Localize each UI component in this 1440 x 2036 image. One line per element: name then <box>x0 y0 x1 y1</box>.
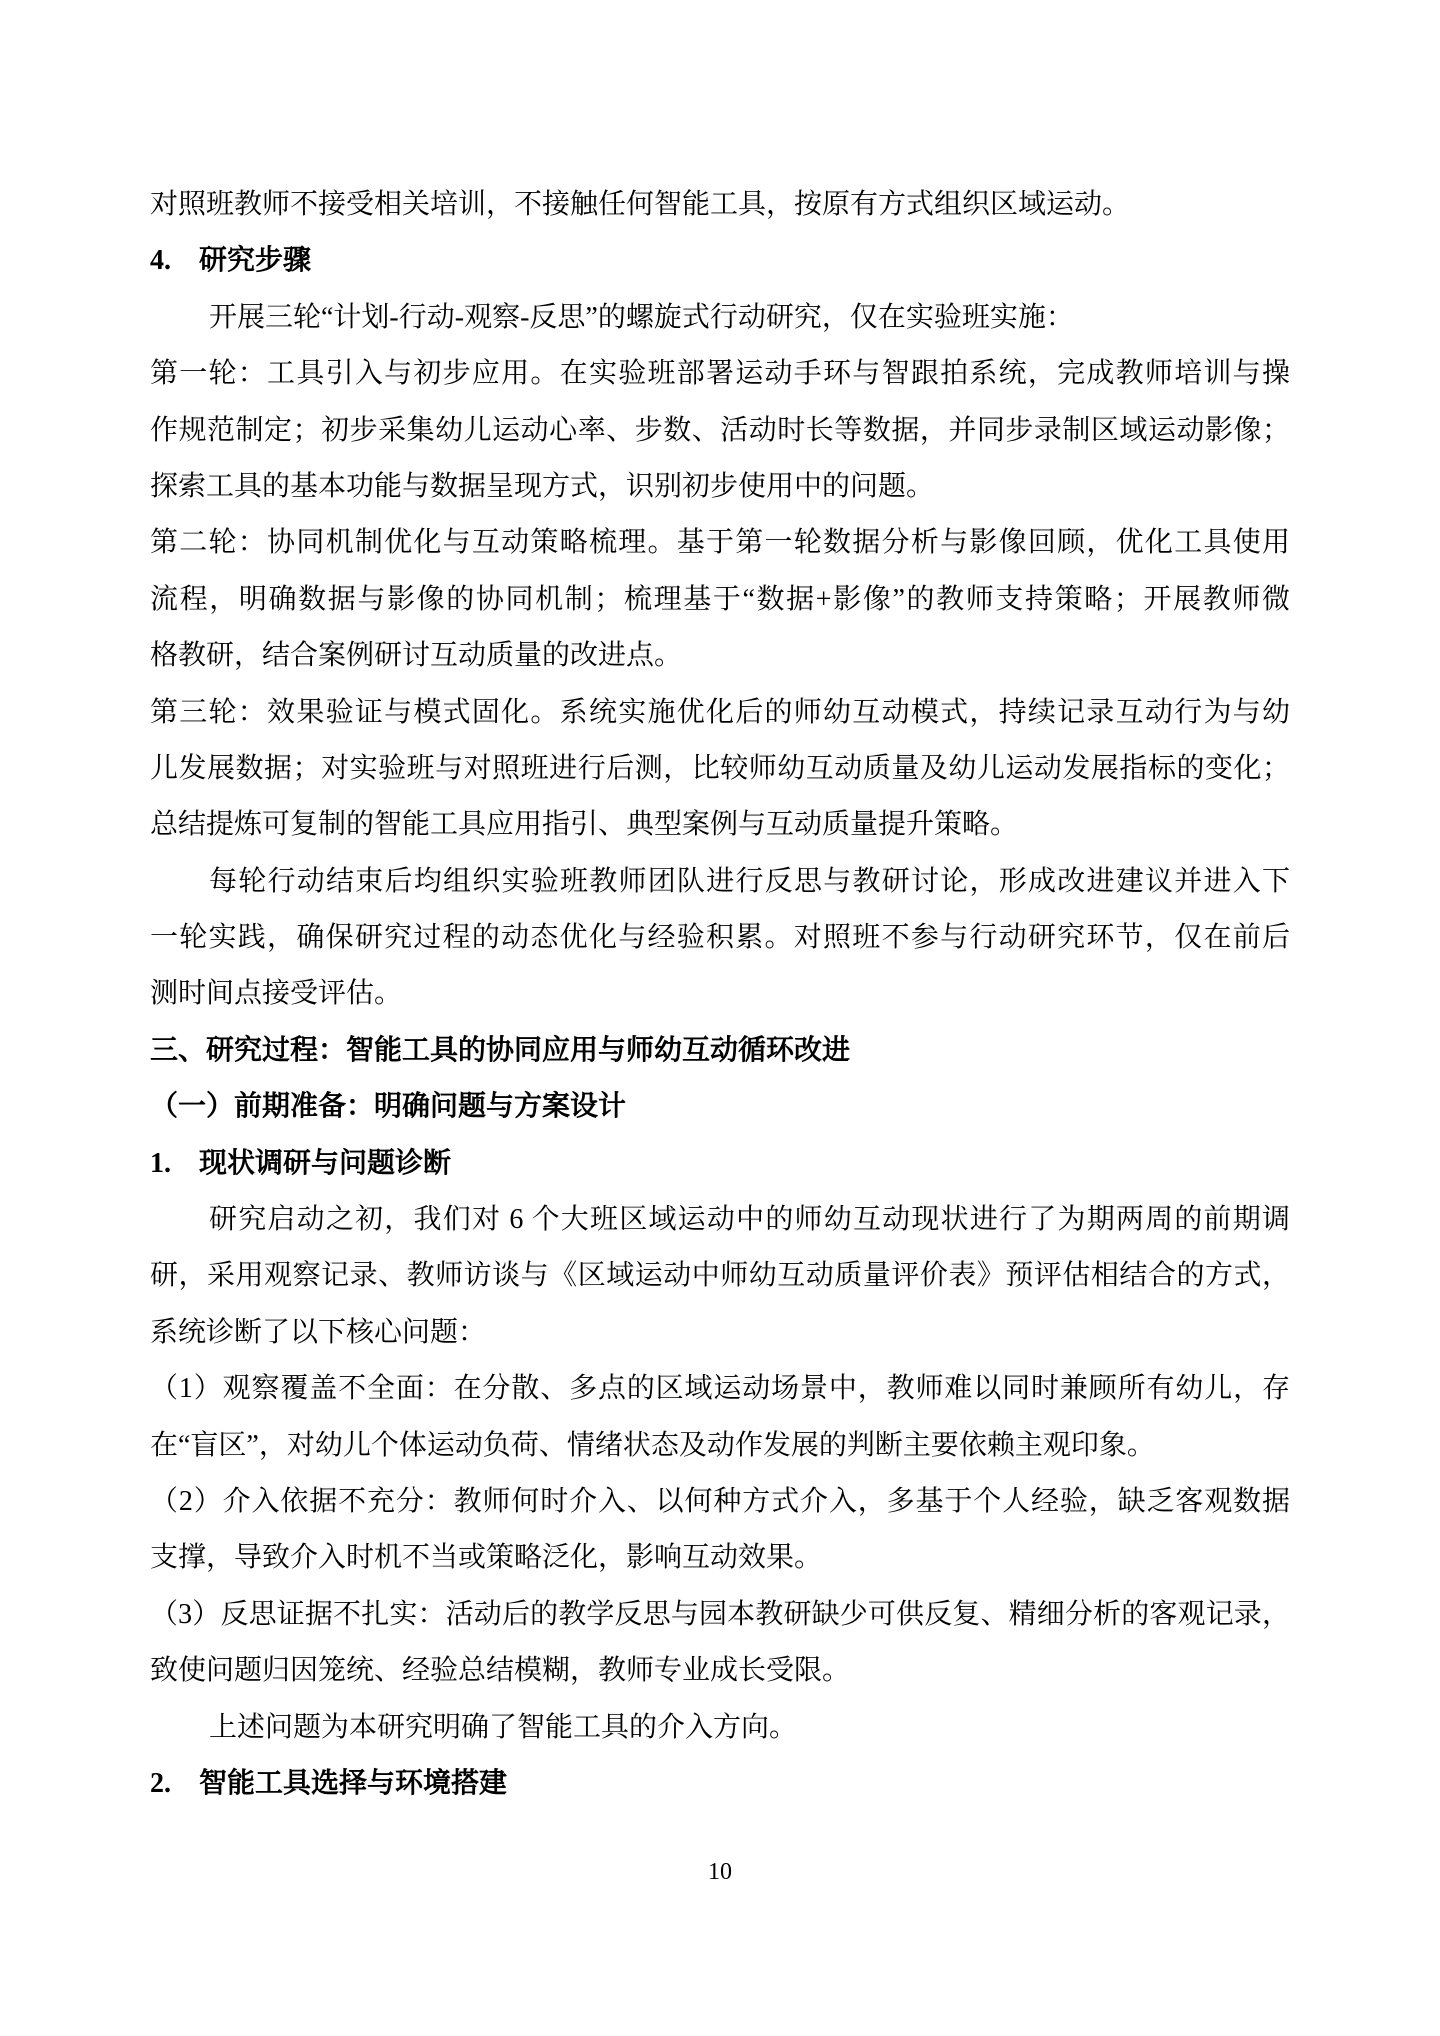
heading-3-research-process: 三、研究过程：智能工具的协同应用与师幼互动循环改进 <box>150 1034 851 1066</box>
paragraph-line: 测时间点接受评估。 <box>150 978 403 1010</box>
paragraph-line: 对照班教师不接受相关培训，不接触任何智能工具，按原有方式组织区域运动。 <box>150 189 1131 220</box>
document-body <box>150 177 1290 1812</box>
paragraph-line: 第二轮：协同机制优化与互动策略梳理。基于第一轮数据分析与影像回顾，优化工具使用 <box>150 527 1290 559</box>
paragraph-line: 探索工具的基本功能与数据呈现方式，识别初步使用中的问题。 <box>150 470 935 502</box>
paragraph-line: （2）介入依据不充分：教师何时介入、以何种方式介入，多基于个人经验，缺乏客观数据 <box>150 1485 1290 1517</box>
paragraph-line: 在“盲区”，对幼儿个体运动负荷、情绪状态及动作发展的判断主要依赖主观印象。 <box>150 1429 1155 1461</box>
paragraph-line: 一轮实践，确保研究过程的动态优化与经验积累。对照班不参与行动研究环节，仅在前后 <box>150 922 1290 954</box>
paragraph-line: 总结提炼可复制的智能工具应用指引、典型案例与互动质量提升策略。 <box>150 809 1019 841</box>
paragraph-line: 每轮行动结束后均组织实验班教师团队进行反思与教研讨论，形成改进建议并进入下 <box>209 865 1290 897</box>
paragraph-line: 儿发展数据；对实验班与对照班进行后测，比较师幼互动质量及幼儿运动发展指标的变化； <box>150 752 1290 784</box>
paragraph-line: 格教研，结合案例研讨互动质量的改进点。 <box>150 640 683 672</box>
paragraph-line: 第一轮：工具引入与初步应用。在实验班部署运动手环与智跟拍系统，完成教师培训与操 <box>150 358 1290 390</box>
paragraph-line: 研究启动之初，我们对 6 个大班区域运动中的师幼互动现状进行了为期两周的前期调 <box>209 1204 1290 1236</box>
paragraph-line: 系统诊断了以下核心问题： <box>150 1316 487 1348</box>
heading-4-research-steps: 4. 研究步骤 <box>150 245 312 277</box>
paragraph-line: 研，采用观察记录、教师访谈与《区域运动中师幼互动质量评价表》预评估相结合的方式， <box>150 1260 1290 1292</box>
paragraph-line: （3）反思证据不扎实：活动后的教学反思与园本教研缺少可供反复、精细分析的客观记录， <box>150 1598 1290 1630</box>
heading-1-early-preparation: （一）前期准备：明确问题与方案设计 <box>150 1091 627 1123</box>
paragraph-line: （1）观察覆盖不全面：在分散、多点的区域运动场景中，教师难以同时兼顾所有幼儿，存 <box>150 1373 1290 1405</box>
heading-1-status-survey-diagnosis: 1. 现状调研与问题诊断 <box>150 1147 452 1179</box>
page-number: 10 <box>708 1859 732 1885</box>
paragraph-line: 作规范制定；初步采集幼儿运动心率、步数、活动时长等数据，并同步录制区域运动影像； <box>150 414 1290 446</box>
paragraph-line: 第三轮：效果验证与模式固化。系统实施优化后的师幼互动模式，持续记录互动行为与幼 <box>150 696 1290 728</box>
paragraph-line: 致使问题归因笼统、经验总结模糊，教师专业成长受限。 <box>150 1655 851 1687</box>
paragraph-line: 支撑，导致介入时机不当或策略泛化，影响互动效果。 <box>150 1542 823 1574</box>
paragraph-line: 上述问题为本研究明确了智能工具的介入方向。 <box>209 1711 798 1743</box>
heading-2-tool-selection-setup: 2. 智能工具选择与环境搭建 <box>150 1767 508 1799</box>
paragraph-line: 开展三轮“计划-行动-观察-反思”的螺旋式行动研究，仅在实验班实施： <box>209 301 1074 333</box>
paragraph-line: 流程，明确数据与影像的协同机制；梳理基于“数据+影像”的教师支持策略；开展教师微 <box>150 583 1290 615</box>
